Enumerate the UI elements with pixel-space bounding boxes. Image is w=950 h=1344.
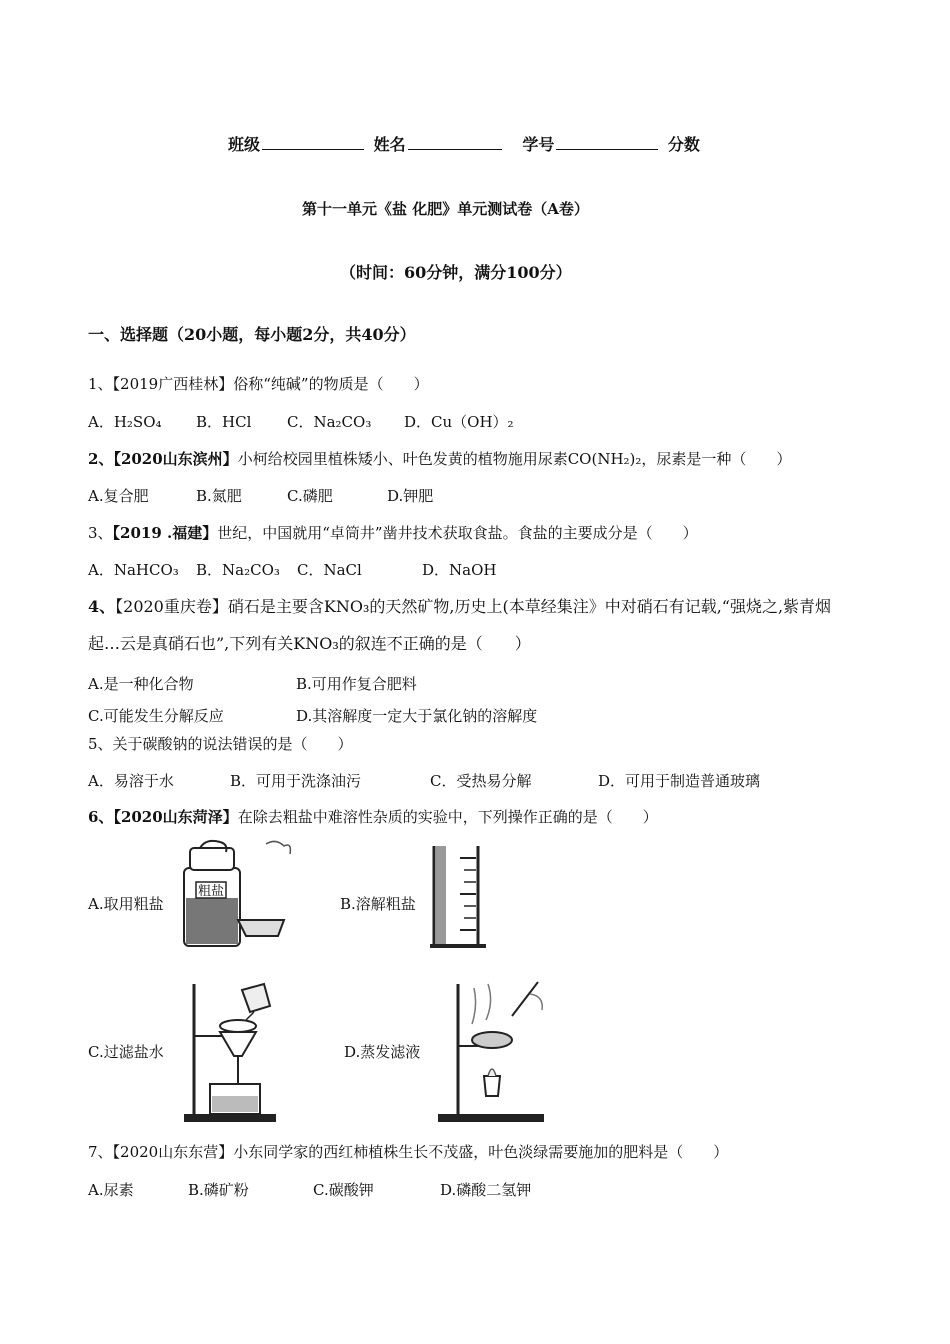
q2-option-d[interactable]: D.钾肥 [387,487,434,505]
q3-option-a[interactable]: A．NaHCO₃ [88,561,179,579]
question-6 [88,806,658,827]
q2-option-b[interactable]: B.氮肥 [196,487,242,505]
q4-option-d[interactable]: D.其溶解度一定大于氯化钠的溶解度 [296,707,538,725]
q7-option-a[interactable]: A.尿素 [88,1181,134,1199]
q5-num: 5、 [88,735,113,753]
q1-source: 【2019广西桂林】 [112,375,234,393]
q2-option-c[interactable]: C.磷肥 [287,487,333,505]
q1-option-c[interactable]: C．Na₂CO₃ [287,413,372,431]
q7-option-c[interactable]: C.碳酸钾 [313,1181,374,1199]
q1-option-a[interactable]: A．H₂SO₄ [88,413,162,431]
q3-option-b[interactable]: B．Na₂CO₃ [196,561,280,579]
class-label: 班级 [228,135,261,154]
q5-option-c[interactable]: C．受热易分解 [430,772,532,790]
figure-dissolve-salt [426,842,496,954]
q1-option-b[interactable]: B．HCl [196,413,252,431]
score-label: 分数 [667,135,700,154]
figure-take-salt [176,838,298,948]
q4-option-c[interactable]: C.可能发生分解反应 [88,707,224,725]
q3-source: 【2019 .福建】 [112,524,218,542]
q6-source: 【2020山东菏泽】 [113,808,238,826]
q7-num: 7、 [88,1143,113,1161]
q2-num: 2、 [88,450,114,468]
jar-label: 粗盐 [197,884,225,899]
q1-text: 俗称“纯碱”的物质是（ ） [233,375,429,393]
q2-text: 小柯给校园里植株矮小、叶色发黄的植物施用尿素CO(NH₂)₂，尿素是一种（ ） [237,450,792,468]
q6-num: 6、 [88,808,114,826]
q6-option-c[interactable]: C.过滤盐水 [88,1043,164,1061]
q1-option-d[interactable]: D．Cu（OH）₂ [404,413,514,431]
name-blank[interactable] [408,133,502,150]
q7-text: 小东同学家的西红柿植株生长不茂盛，叶色淡绿需要施加的肥料是（ ） [233,1143,729,1161]
section-heading: 一、选择题（20小题，每小题2分，共40分） [88,325,416,344]
q4-option-b[interactable]: B.可用作复合肥料 [296,675,417,693]
q5-option-a[interactable]: A．易溶于水 [88,772,174,790]
q5-option-d[interactable]: D．可用于制造普通玻璃 [598,772,761,790]
q3-option-d[interactable]: D．NaOH [422,561,497,579]
page-subtitle: （时间：60分钟，满分100分） [340,263,572,282]
q5-option-b[interactable]: B．可用于洗涤油污 [230,772,362,790]
page-title: 第十一单元《盐 化肥》单元测试卷（A卷） [302,200,589,218]
question-4 [88,594,831,617]
q7-option-b[interactable]: B.磷矿粉 [188,1181,249,1199]
q4-option-a[interactable]: A.是一种化合物 [88,675,194,693]
name-label: 姓名 [373,135,406,154]
q4-text: 硝石是主要含KNO₃的天然矿物,历史上(本草经集注》中对硝石有记载,“强烧之,紫青烟 [227,597,832,616]
class-blank[interactable] [262,133,364,150]
q5-text: 关于碳酸钠的说法错误的是（ ） [112,735,353,753]
q6-option-d[interactable]: D.蒸发滤液 [344,1043,421,1061]
q7-option-d[interactable]: D.磷酸二氢钾 [440,1181,532,1199]
question-1 [88,373,429,394]
q7-source: 【2020山东东营】 [112,1143,234,1161]
figure-evaporate-filtrate [434,976,554,1126]
q3-num: 3、 [88,524,113,542]
question-7 [88,1141,728,1162]
q6-option-b[interactable]: B.溶解粗盐 [340,895,416,913]
q4-source: 【2020重庆卷】 [115,597,228,616]
question-2 [88,448,791,469]
q4-num: 4、 [88,597,116,616]
q3-option-c[interactable]: C．NaCl [297,561,362,579]
question-5 [88,733,353,754]
q2-option-a[interactable]: A.复合肥 [88,487,149,505]
id-label: 学号 [522,135,555,154]
q2-source: 【2020山东滨州】 [113,450,238,468]
q1-num: 1、 [88,375,113,393]
q6-text: 在除去粗盐中难溶性杂质的实验中，下列操作正确的是（ ） [237,808,658,826]
student-info-line [228,132,700,155]
q3-text: 世纪，中国就用“卓筒井”凿井技术获取食盐。食盐的主要成分是（ ） [217,524,698,542]
q4-text-line2: 起…云是真硝石也”,下列有关KNO₃的叙连不正确的是（ ） [88,634,531,653]
q6-option-a[interactable]: A.取用粗盐 [88,895,164,913]
id-blank[interactable] [556,133,658,150]
question-3 [88,522,698,543]
figure-filter-brine [180,976,280,1126]
